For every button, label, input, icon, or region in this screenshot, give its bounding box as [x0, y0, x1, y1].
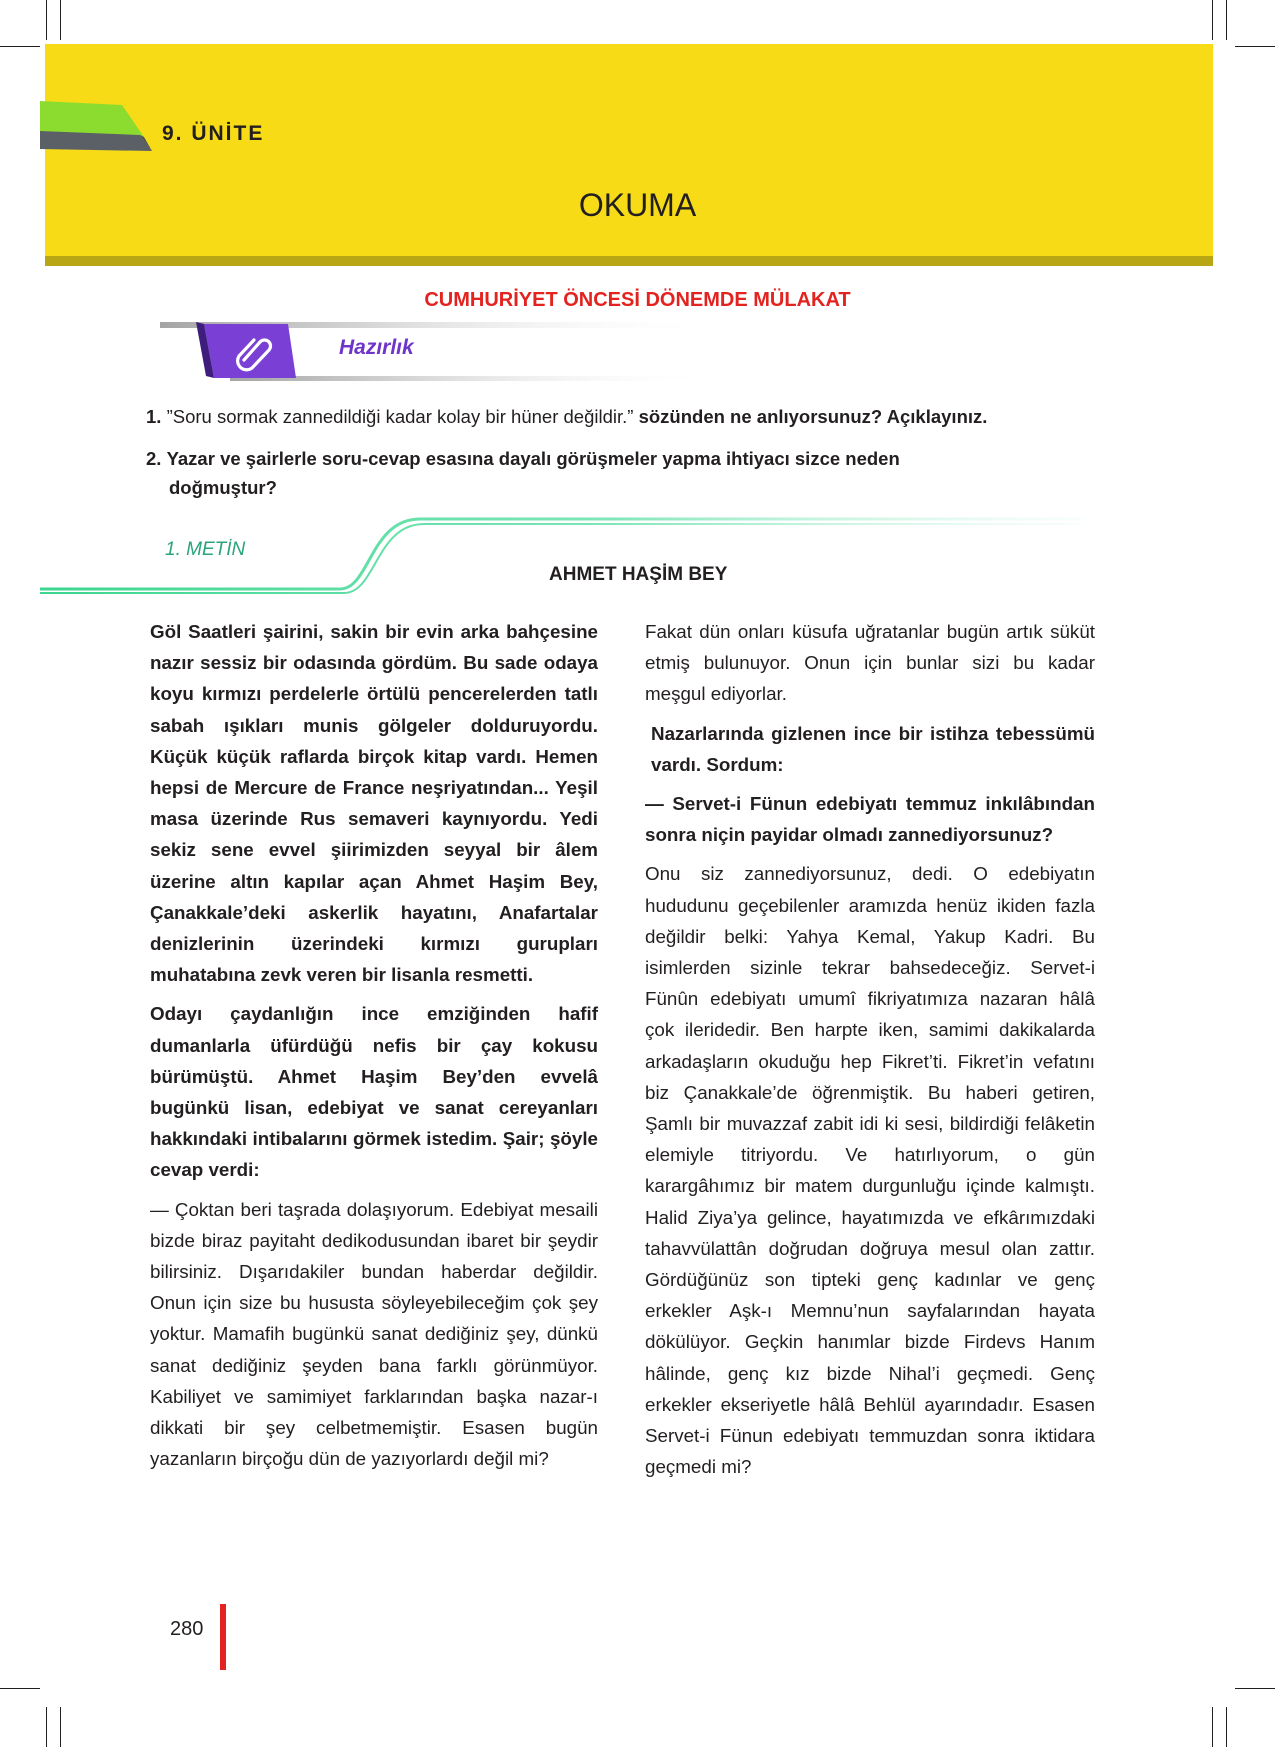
- crop-mark: [1235, 46, 1275, 47]
- crop-mark: [46, 0, 47, 40]
- crop-mark: [1226, 0, 1227, 40]
- metin-label: 1. METİN: [165, 539, 246, 560]
- hazirlik-label: Hazırlık: [339, 336, 414, 359]
- paragraph: — Servet-i Fünun edebiyatı temmuz inkılâbından sonra niçin payidar olmadı zannediyorsunuz?: [645, 793, 1095, 846]
- crop-mark: [60, 0, 61, 40]
- paragraph: Nazarlarında gizlenen ince bir istihza tebessümü vardı. Sordum:: [651, 722, 1095, 775]
- crop-mark: [1212, 0, 1213, 40]
- question-text: Yazar ve şairlerle soru-cevap esasına dayalı görüşmeler yapma ihtiyacı sizce neden: [166, 448, 900, 469]
- header-rule: [45, 256, 1213, 266]
- question-2: [146, 444, 1026, 502]
- paperclip-icon: [232, 330, 278, 374]
- crop-mark: [46, 1707, 47, 1747]
- question-text: ”Soru sormak zannedildiği kadar kolay bir hüner değildir.”: [166, 406, 634, 427]
- unit-tab-decoration: [40, 95, 160, 155]
- page-title: OKUMA: [578, 187, 697, 223]
- paragraph: Göl Saatleri şairini, sakin bir evin arka bahçesine nazır sessiz bir odasında gördüm. Bu sade odaya koyu kırmızı perdelerle örtülü pencerelerden tatlı sabah ışıkları munis gölgeler dolduruyordu. Küçük küçük raflarda birçok kitap vardı. Hemen hepsi de Mercure de France neşriyatından... Yeşil masa üzerinde Rus semaveri kaynıyordu. Yedi sekiz sene evvel şiirimizden seyyal bir âlem üzerine altın kapılar açan Ahmet Haşim Bey, Çanakkale’deki askerlik hayatını, Anafartalar denizlerinin üzerindeki kırmızı gurupları muhatabına zevk veren bir lisanla resmetti.: [150, 621, 598, 986]
- paragraph: Fakat dün onları küsufa uğratanlar bugün artık süküt etmiş bulunuyor. Onun için bunlar sizi bu kadar meşgul ediyorlar.: [645, 621, 1095, 705]
- paragraph: — Çoktan beri taşrada dolaşıyorum. Edebiyat mesaili bizde biraz payitaht dedikodusundan ibaret bir şeydir bilirsiniz. Dışarıdakiler bundan haberdar değildir. Onun için size bu hususta söyleyebileceğim çok şey yoktur. Mamafih bugünkü sanat dediğiniz şey, dünkü sanat dediğiniz şeyden bana farklı görünmüyor. Kabiliyet ve samimiyet farklarından başka nazar-ı dikkati bir şey celbetmemiştir. Esasen bugün yazanların birçoğu dün de yazıyorlardı değil mi?: [150, 1198, 598, 1470]
- crop-mark: [0, 1688, 40, 1689]
- right-column: [645, 616, 1095, 1490]
- crop-mark: [0, 46, 40, 47]
- question-1: [146, 402, 1126, 431]
- crop-mark: [1235, 1688, 1275, 1689]
- page-number: 280: [170, 1618, 204, 1640]
- left-column: [150, 616, 598, 1482]
- question-number: 2.: [146, 448, 162, 469]
- paragraph: Onu siz zannediyorsunuz, dedi. O edebiyatın hududunu geçebilenler aramızda henüz ikiden fazla değildir belki: Yahya Kemal, Yakup Kadri. Bu isimlerden sizinle tekrar bahsedeceğiz. Servet-i Fünûn edebiyatı umumî fikriyatımıza nazaran hâlâ çok ileridedir. Ben harpte iken, samimi dakikalarda arkadaşların okuduğu hep Fikret’ti. Fikret’in vefatını biz Çanakkale’de öğrenmiştik. Bu haberi getiren, Şamlı bir muvazzaf zabit idi ki sesi, bildirdiği felâketin elemiyle titriyordu. Ve hatırlıyorum, o gün karargâhımız bir matem durgunluğu içinde kalmıştı. Halid Ziya’ya gelince, hayatımızda ve efkârımızdaki tahavvülattân doğrudan doğruya mesul olan zattır. Gördüğünüz son tipteki genç kadınlar ve genç erkekler Aşk-ı Memnu’nun sayfalarından hayata dökülüyor. Geçkin hanımlar bizde Firdevs Hanım hâlinde, genç kız bizde Nihal’i geçmedi. Genç erkekler ekseriyetle hâlâ Behlül ayarındadır. Esasen Servet-i Fünun edebiyatı temmuzdan sonra iktidara geçmedi mi?: [645, 863, 1095, 1478]
- crop-mark: [1226, 1707, 1227, 1747]
- crop-mark: [60, 1707, 61, 1747]
- article-title: AHMET HAŞİM BEY: [549, 564, 728, 585]
- section-title: CUMHURİYET ÖNCESİ DÖNEMDE MÜLAKAT: [424, 289, 851, 311]
- question-number: 1.: [146, 406, 162, 427]
- paragraph: Odayı çaydanlığın ince emziğinden hafif dumanlarla üfürdüğü nefis bir çay kokusu bürümüştü. Ahmet Haşim Bey’den evvelâ bugünkü lisan, edebiyat ve sanat cereyanları hakkındaki intibalarını görmek istedim. Şair; şöyle cevap verdi:: [150, 1003, 598, 1181]
- unit-label: 9. ÜNİTE: [162, 122, 265, 145]
- crop-mark: [1212, 1707, 1213, 1747]
- chapter-header: [45, 44, 1213, 258]
- question-text-continued: doğmuştur?: [169, 477, 277, 498]
- question-text-bold: sözünden ne anlıyorsunuz? Açıklayınız.: [633, 406, 988, 427]
- page-number-bar: [220, 1604, 226, 1670]
